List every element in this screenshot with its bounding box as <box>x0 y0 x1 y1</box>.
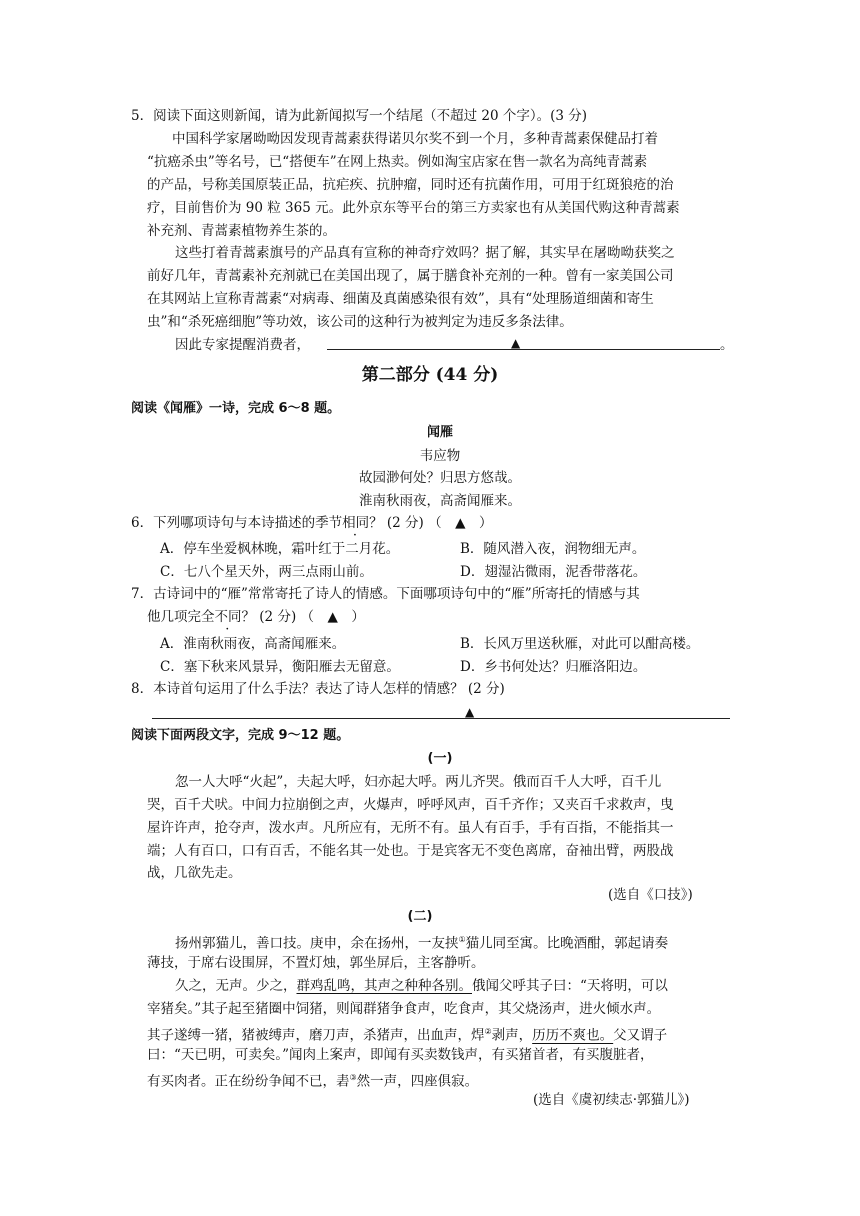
text2-line <box>175 929 668 955</box>
read2-intro: 阅读下面两段文字，完成 9～12 题。 <box>131 728 350 743</box>
q5-p1-line: 补充剂、青蒿素植物养生茶的。 <box>147 223 336 239</box>
triangle-icon: ▲ <box>511 336 521 350</box>
q5-p1-line: 的产品，号称美国原装正品，抗疟疾、抗肿瘤，同时还有抗菌作用，可用于红斑狼疮的治 <box>147 177 674 193</box>
q7-stem-emphasis: 不同 <box>214 609 242 625</box>
text1-line: 忽一人大呼“火起”，夫起大呼，妇亦起大呼。两儿齐哭。俄而百千人大呼，百千儿 <box>175 774 662 790</box>
q7-option-d[interactable]: D．乡书何处达？归雁洛阳边。 <box>460 659 647 675</box>
text2-label: (二) <box>407 909 433 924</box>
q5-p2-line: 虫”和“杀死癌细胞”等功效，该公司的这种行为被判定为违反多条法律。 <box>147 314 573 330</box>
footnote-marker-1: ① <box>458 935 466 944</box>
q5-p2-line: 这些打着青蒿素旗号的产品真有宣称的神奇疗效吗？据了解，其实早在屠呦呦获奖之 <box>175 245 675 261</box>
q7-option-c[interactable]: C．塞下秋来风景异，衡阳雁去无留意。 <box>160 659 400 675</box>
q6-option-a[interactable]: A．停车坐爱枫林晚，霜叶红于二月花。 <box>160 541 400 557</box>
q7-option-b[interactable]: B．长风万里送秋雁，对此可以酣高楼。 <box>460 636 700 652</box>
text2-line <box>147 1067 478 1093</box>
text1-line: 战，几欲先走。 <box>147 865 242 881</box>
footnote-marker-3: ③ <box>349 1073 357 1082</box>
q6-stem-b: ？ (2 分) （ ▲ ） <box>369 515 493 531</box>
q5-p3-prefix: 因此专家提醒消费者， <box>175 337 310 353</box>
text1-line: 屋许许声，抢夺声，泼水声。凡所应有，无所不有。虽人有百手，手有百指，不能指其一 <box>147 820 674 836</box>
q7-option-a[interactable]: A．淮南秋雨夜，高斋闻雁来。 <box>160 636 346 652</box>
q7-stem-a: 他几项完全 <box>147 609 215 625</box>
poem-intro: 阅读《闻雁》一诗，完成 6～8 题。 <box>131 401 341 416</box>
text2-source: (选自《虞初续志·郭猫儿》) <box>533 1092 690 1108</box>
q6-option-c[interactable]: C．七八个星天外，两三点雨山前。 <box>160 564 373 580</box>
text2-line3a: 久之，无声。少之， <box>175 978 297 994</box>
text2-line: 曰：“天已明，可卖矣。”闻肉上案声，即闻有买卖数钱声，有买猪首者，有买腹脏者， <box>147 1047 654 1063</box>
text2-line1b: 猫儿同至寓。比晚酒酣，郭起请奏 <box>465 935 669 952</box>
q7-stem-b: ？ (2 分) （ ▲ ） <box>241 609 365 625</box>
q6-option-d[interactable]: D．翅湿沾微雨，泥香带落花。 <box>460 564 647 580</box>
q5-p1-line: 中国科学家屠呦呦因发现青蒿素获得诺贝尔奖不到一个月，多种青蒿素保健品打着 <box>172 131 658 147</box>
q5-p3-suffix: 。 <box>720 337 734 353</box>
q6-stem-emphasis: 相同 <box>342 515 370 531</box>
poem-title: 闻雁 <box>426 425 453 440</box>
text2-line <box>175 975 668 997</box>
text1-label: (一) <box>427 751 453 766</box>
text2-line7b: 然一声，四座俱寂。 <box>356 1073 479 1090</box>
text2-line1a: 扬州郭猫儿，善口技。庚申，余在扬州，一友挟 <box>175 935 459 952</box>
text2-underlined-phrase-2: 历历不爽也。 <box>532 1027 614 1044</box>
footnote-marker-2: ② <box>484 1027 492 1036</box>
text1-source: (选自《口技》) <box>608 887 693 903</box>
q5-p2-line: 在其网站上宣称青蒿素“对病毒、细菌及真菌感染很有效”，具有“处理肠道细菌和寄生 <box>147 291 654 307</box>
text2-line: 宰猪矣。”其子起至猪圈中饲猪，则闻群猪争食声，吃食声，其父烧汤声，进火倾水声。 <box>147 1001 661 1017</box>
part2-title: 第二部分 (44 分) <box>361 365 499 385</box>
q8-stem: 8．本诗首句运用了什么手法？表达了诗人怎样的情感？ (2 分) <box>131 681 505 697</box>
text2-line <box>147 1021 667 1047</box>
q5-p1-line: “抗癌杀虫”等名号，已“搭便车”在网上热卖。例如淘宝店家在售一款名为高纯青蒿素 <box>147 154 648 170</box>
text2-line3b: 俄闻父呼其子曰：“天将明，可以 <box>472 978 668 994</box>
poem-line: 故园渺何处？归思方悠哉。 <box>359 470 521 486</box>
q5-p1-line: 疗，目前售价为 90 粒 365 元。此外京东等平台的第三方卖家也有从美国代购这种青蒿素 <box>147 200 680 216</box>
triangle-icon: ▲ <box>465 705 475 719</box>
text1-line: 端；人有百口，口有百舌，不能名其一处也。于是宾客无不变色离席，奋袖出臂，两股战 <box>147 843 674 859</box>
q7-stem-line2 <box>147 606 365 628</box>
poem-author: 韦应物 <box>419 448 461 464</box>
q5-p2-line: 前好几年，青蒿素补充剂就已在美国出现了，属于膳食补充剂的一种。曾有一家美国公司 <box>147 268 674 284</box>
text2-line: 薄技，于席右设围屏，不置灯烛，郭坐屏后，主客静听。 <box>147 955 485 971</box>
q7-stem-line1: 7．古诗词中的“雁”常常寄托了诗人的情感。下面哪项诗句中的“雁”所寄托的情感与其 <box>131 586 640 602</box>
q6-option-b[interactable]: B．随风潜入夜，润物细无声。 <box>460 541 646 557</box>
text1-line: 哭，百千犬吠。中间力拉崩倒之声，火爆声，呼呼风声，百千齐作；又夹百千求救声，曳 <box>147 797 674 813</box>
text2-line7a: 有买肉者。正在纷纷争闻不已，砉 <box>147 1073 350 1090</box>
text2-line5c: 父又谓子 <box>613 1027 668 1044</box>
text2-line5b: 剥声， <box>491 1027 533 1044</box>
q8-answer-line[interactable] <box>152 718 730 719</box>
q6-stem <box>131 512 492 534</box>
poem-line: 淮南秋雨夜，高斋闻雁来。 <box>359 493 521 509</box>
q5-answer-line[interactable] <box>327 349 720 350</box>
text2-line5a: 其子遂缚一猪，猪被缚声，磨刀声，杀猪声，出血声，焊 <box>147 1027 485 1044</box>
q6-stem-a: 6．下列哪项诗句与本诗描述的季节 <box>131 515 343 531</box>
q5-stem: 5．阅读下面这则新闻，请为此新闻拟写一个结尾（不超过 20 个字）。(3 分) <box>131 108 588 124</box>
text2-underlined-phrase-1: 群鸡乱鸣，其声之种种各别。 <box>296 978 472 994</box>
